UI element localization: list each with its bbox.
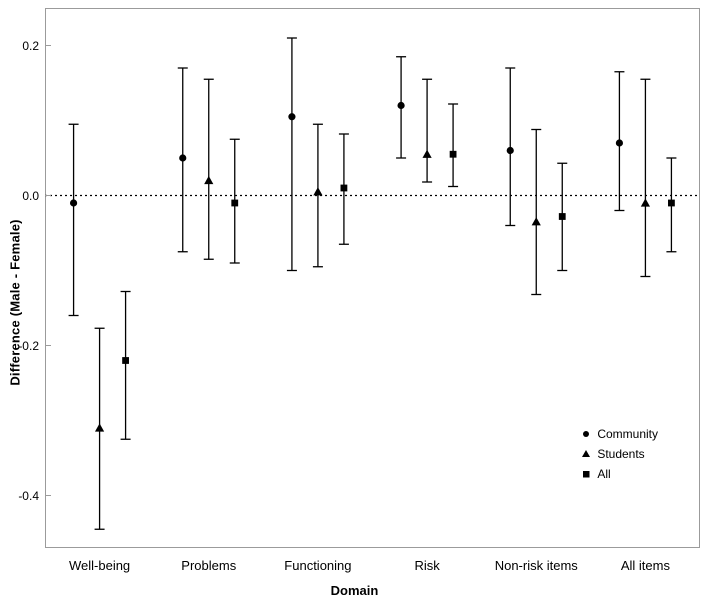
legend-marker-triangle-icon [575, 447, 597, 461]
y-tick-label: -0.4 [18, 488, 39, 503]
x-tick-label: All items [620, 558, 670, 573]
legend-label: Students [597, 447, 645, 461]
data-point-circle [507, 147, 514, 154]
data-point-square [668, 200, 675, 207]
legend-label: All [597, 467, 611, 481]
data-point-circle [288, 113, 295, 120]
chart-legend [575, 424, 658, 484]
x-tick-label: Problems [181, 558, 237, 573]
data-point-triangle [204, 176, 213, 184]
data-point-square [231, 200, 238, 207]
data-point-triangle [422, 150, 431, 158]
data-point-square [341, 185, 348, 192]
y-tick-label: -0.2 [18, 338, 39, 353]
x-tick-label: Risk [414, 558, 440, 573]
legend-marker-square-icon [575, 467, 597, 481]
data-point-circle [179, 154, 186, 161]
plot-area [18, 8, 700, 573]
y-axis-title-label: Difference (Male - Female) [7, 218, 23, 386]
legend-item [575, 444, 658, 464]
legend-item [575, 464, 658, 484]
y-tick-label: 0.0 [22, 188, 39, 203]
x-axis-title [0, 583, 709, 598]
y-tick-label: 0.2 [22, 38, 39, 53]
data-point-circle [397, 102, 404, 109]
legend-item [575, 424, 658, 444]
data-point-triangle [95, 423, 104, 431]
data-point-circle [70, 199, 77, 206]
data-point-triangle [532, 217, 541, 225]
x-axis-title-label: Domain [330, 583, 379, 598]
data-point-square [122, 357, 129, 364]
data-point-circle [616, 139, 623, 146]
x-tick-label: Non-risk items [494, 558, 578, 573]
data-point-triangle [313, 187, 322, 195]
data-point-triangle [641, 198, 650, 206]
data-point-square [450, 151, 457, 158]
legend-label: Community [597, 427, 658, 441]
legend-marker-circle-icon [575, 427, 597, 441]
data-point-square [559, 213, 566, 220]
y-axis-title [2, 0, 28, 604]
x-tick-label: Well-being [68, 558, 131, 573]
x-tick-label: Functioning [284, 558, 352, 573]
